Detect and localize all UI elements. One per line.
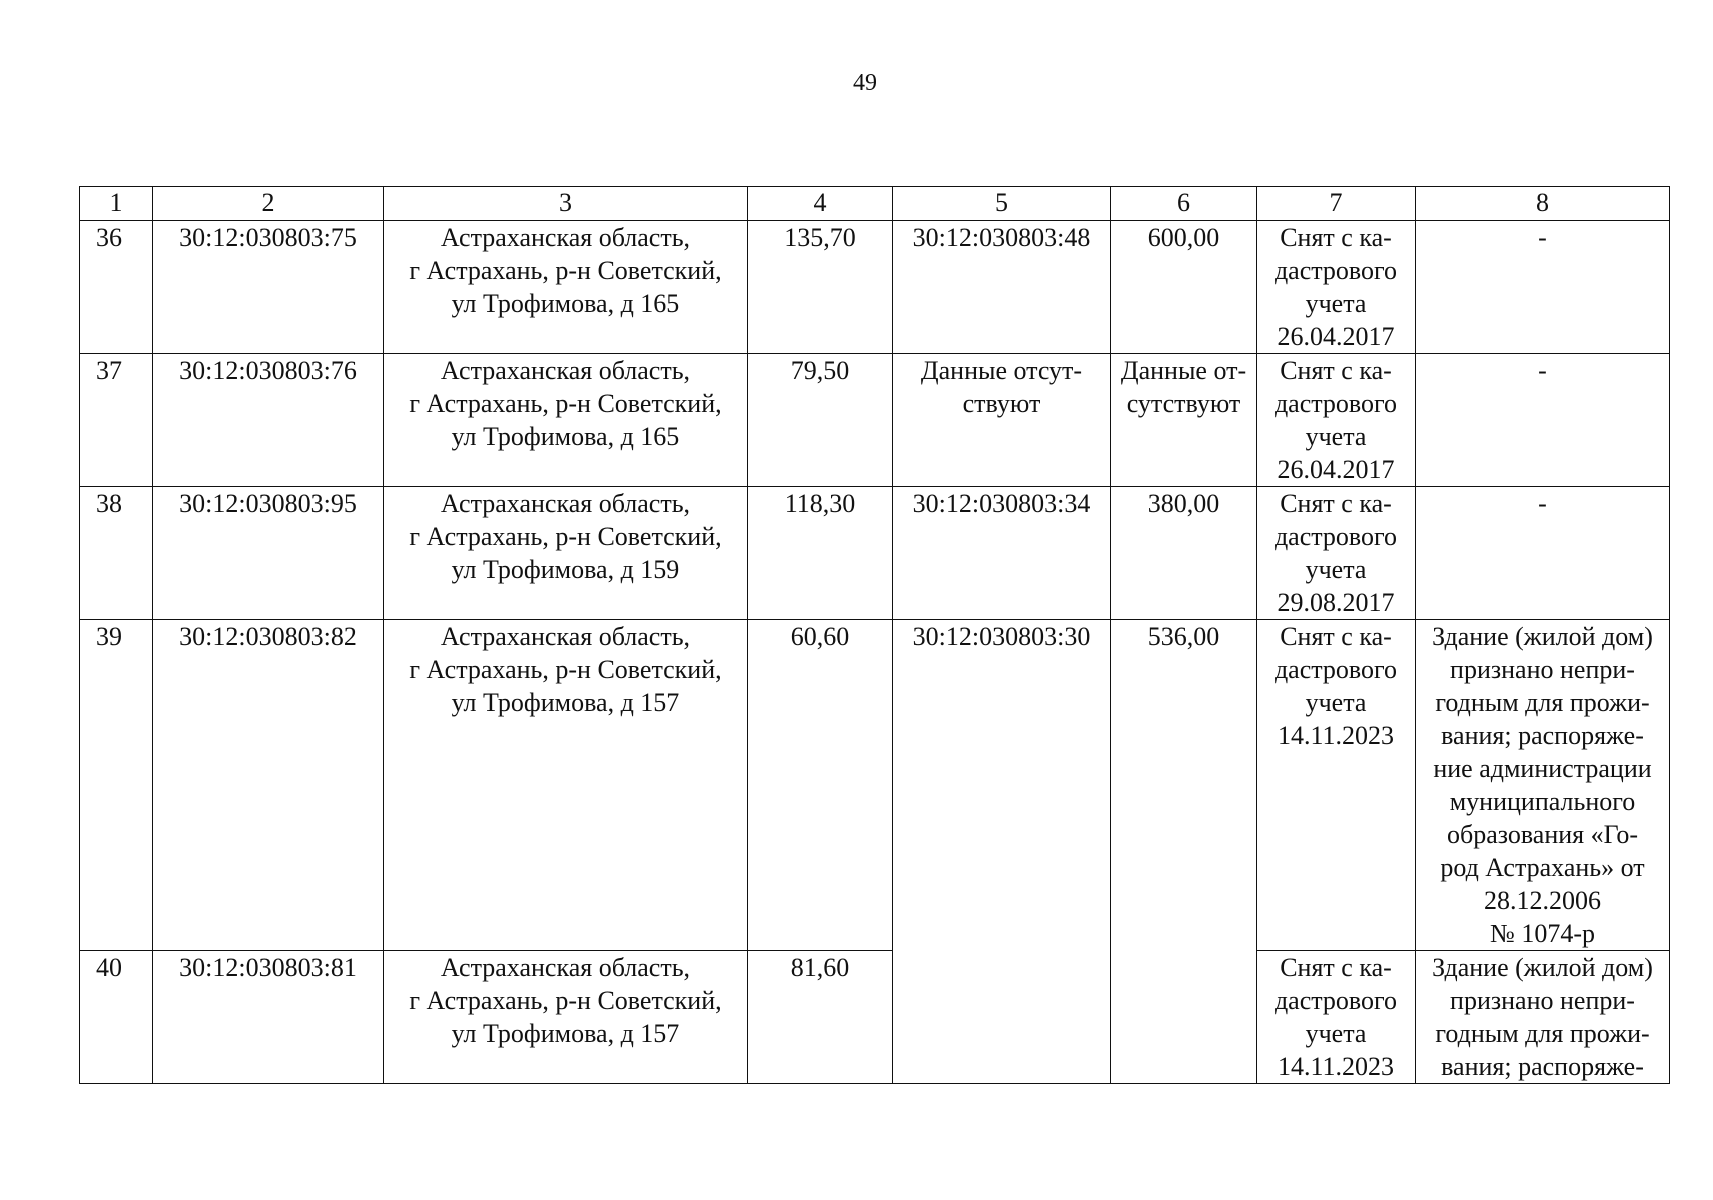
column-number: 2 [153, 187, 384, 221]
note-line: признано непри- [1450, 655, 1635, 684]
status-line: учета [1305, 555, 1367, 584]
building-area: 118,30 [748, 487, 893, 620]
building-area: 135,70 [748, 221, 893, 354]
address-line: Астраханская область, [440, 953, 691, 982]
address-line: г Астрахань, р-н Советский, [409, 655, 722, 684]
note-cell [1416, 620, 1670, 951]
land-cadastral-number: 30:12:030803:30 [893, 620, 1111, 1084]
status-line: учета [1305, 289, 1367, 318]
cadastral-number: 30:12:030803:95 [153, 487, 384, 620]
building-area: 79,50 [748, 354, 893, 487]
land-area [1111, 354, 1257, 487]
note-line: Здание (жилой дом) [1432, 622, 1653, 651]
cadastral-number: 30:12:030803:82 [153, 620, 384, 951]
status-line: 29.08.2017 [1277, 588, 1395, 617]
note-line: вания; распоряже- [1441, 1052, 1644, 1081]
address-line: г Астрахань, р-н Советский, [409, 389, 722, 418]
address-line: Астраханская область, [440, 489, 691, 518]
address-line: г Астрахань, р-н Советский, [409, 256, 722, 285]
land-area-line: сутствуют [1126, 389, 1241, 418]
table-row [80, 487, 1670, 620]
page-number: 49 [853, 70, 877, 96]
table-row [80, 221, 1670, 354]
address-cell [384, 221, 748, 354]
address-line: ул Трофимова, д 157 [451, 1019, 680, 1048]
column-number: 5 [893, 187, 1111, 221]
land-area: 380,00 [1111, 487, 1257, 620]
address-cell [384, 951, 748, 1084]
address-line: г Астрахань, р-н Советский, [409, 522, 722, 551]
row-number: 38 [80, 487, 153, 620]
note-line: признано непри- [1450, 986, 1635, 1015]
status-line: дастрового [1274, 389, 1398, 418]
land-area-line: Данные от- [1120, 356, 1247, 385]
status-line: дастрового [1274, 256, 1398, 285]
address-line: Астраханская область, [440, 622, 691, 651]
address-cell [384, 487, 748, 620]
registry-table [79, 186, 1670, 1084]
address-line: Астраханская область, [440, 356, 691, 385]
column-number-row [80, 187, 1670, 221]
table-row [80, 354, 1670, 487]
address-cell [384, 620, 748, 951]
row-number: 37 [80, 354, 153, 487]
registration-status [1257, 354, 1416, 487]
land-cadastral-number [893, 354, 1111, 487]
status-line: дастрового [1274, 522, 1398, 551]
note-line: ние администрации [1433, 754, 1652, 783]
note-cell [1416, 354, 1670, 487]
status-line: дастрового [1274, 986, 1398, 1015]
cadastral-number: 30:12:030803:75 [153, 221, 384, 354]
note-line: - [1538, 489, 1547, 518]
note-line: род Астрахань» от [1440, 853, 1645, 882]
status-line: учета [1305, 688, 1367, 717]
note-line: 28.12.2006 [1484, 886, 1601, 915]
land-area: 600,00 [1111, 221, 1257, 354]
note-line: № 1074-р [1490, 919, 1595, 948]
column-number: 7 [1257, 187, 1416, 221]
column-number: 4 [748, 187, 893, 221]
address-line: ул Трофимова, д 165 [451, 289, 680, 318]
table-row [80, 951, 1670, 1084]
column-number: 1 [80, 187, 153, 221]
land-cadastral-line: ствуют [962, 389, 1041, 418]
table-row [80, 620, 1670, 951]
note-line: - [1538, 223, 1547, 252]
building-area: 81,60 [748, 951, 893, 1084]
note-line: годным для прожи- [1435, 1019, 1650, 1048]
status-line: Снят с ка- [1280, 223, 1392, 252]
building-area: 60,60 [748, 620, 893, 951]
registration-status [1257, 951, 1416, 1084]
note-line: образования «Го- [1446, 820, 1639, 849]
row-number: 39 [80, 620, 153, 951]
note-cell [1416, 221, 1670, 354]
address-line: г Астрахань, р-н Советский, [409, 986, 722, 1015]
cadastral-number: 30:12:030803:81 [153, 951, 384, 1084]
column-number: 3 [384, 187, 748, 221]
note-line: муниципального [1449, 787, 1636, 816]
registration-status [1257, 487, 1416, 620]
note-cell [1416, 487, 1670, 620]
land-area: 536,00 [1111, 620, 1257, 1084]
status-line: 14.11.2023 [1277, 721, 1395, 750]
status-line: 14.11.2023 [1277, 1052, 1395, 1081]
status-line: учета [1305, 1019, 1367, 1048]
address-line: Астраханская область, [440, 223, 691, 252]
land-cadastral-number: 30:12:030803:48 [893, 221, 1111, 354]
address-line: ул Трофимова, д 157 [451, 688, 680, 717]
status-line: 26.04.2017 [1277, 322, 1395, 351]
status-line: Снят с ка- [1280, 489, 1392, 518]
status-line: учета [1305, 422, 1367, 451]
column-number: 6 [1111, 187, 1257, 221]
land-cadastral-number: 30:12:030803:34 [893, 487, 1111, 620]
row-number: 36 [80, 221, 153, 354]
status-line: Снят с ка- [1280, 622, 1392, 651]
registration-status [1257, 620, 1416, 951]
status-line: Снят с ка- [1280, 953, 1392, 982]
status-line: дастрового [1274, 655, 1398, 684]
status-line: Снят с ка- [1280, 356, 1392, 385]
note-line: годным для прожи- [1435, 688, 1650, 717]
land-cadastral-line: Данные отсут- [920, 356, 1083, 385]
note-line: - [1538, 356, 1547, 385]
column-number: 8 [1416, 187, 1670, 221]
address-cell [384, 354, 748, 487]
cadastral-number: 30:12:030803:76 [153, 354, 384, 487]
note-line: Здание (жилой дом) [1432, 953, 1653, 982]
address-line: ул Трофимова, д 159 [451, 555, 680, 584]
registration-status [1257, 221, 1416, 354]
note-line: вания; распоряже- [1441, 721, 1644, 750]
note-cell [1416, 951, 1670, 1084]
address-line: ул Трофимова, д 165 [451, 422, 680, 451]
row-number: 40 [80, 951, 153, 1084]
status-line: 26.04.2017 [1277, 455, 1395, 484]
